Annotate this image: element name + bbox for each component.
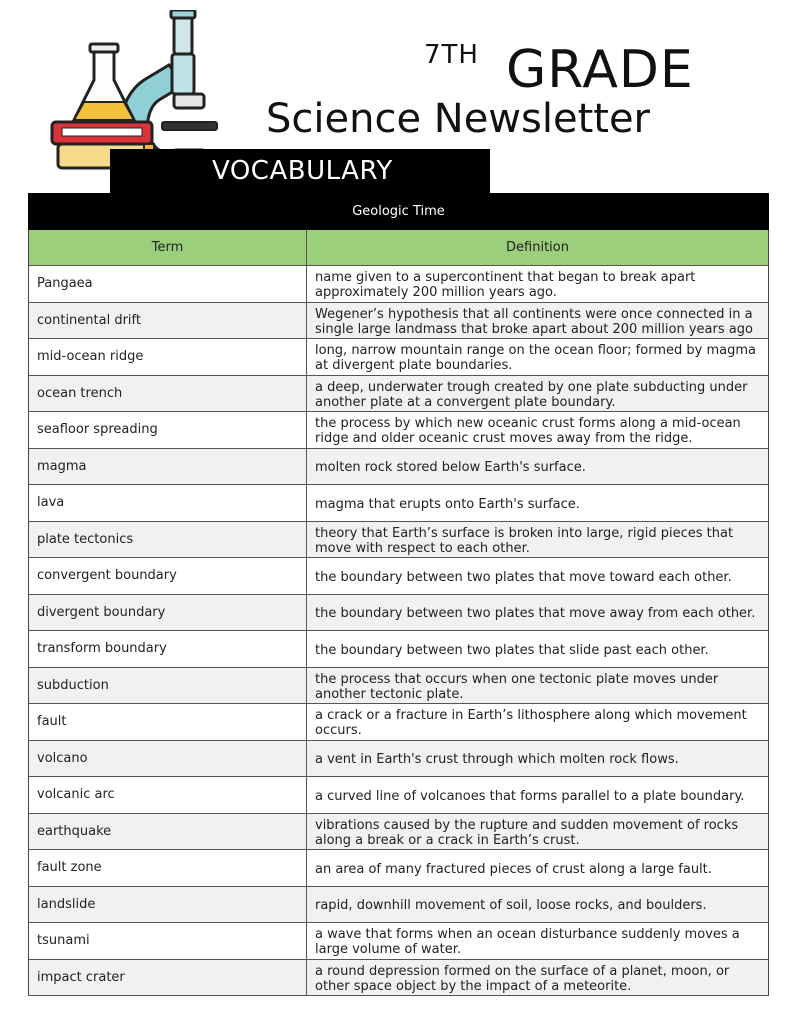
definition-cell <box>307 266 768 302</box>
definition-cell <box>307 887 768 923</box>
definition-cell <box>307 303 768 339</box>
table-row <box>28 412 769 449</box>
definition-cell <box>307 960 768 996</box>
term-cell: magma <box>29 449 307 485</box>
term-cell: convergent boundary <box>29 558 307 594</box>
table-row <box>28 777 769 814</box>
grade-word: GRADE <box>506 40 694 100</box>
definition-text: a vent in Earth's crust through which molten rock flows. <box>315 752 679 768</box>
table-row <box>28 449 769 486</box>
term-cell: divergent boundary <box>29 595 307 631</box>
table-row <box>28 339 769 376</box>
definition-text: a deep, underwater trough created by one plate subducting under another plate at a convergent plate boundary. <box>315 379 748 410</box>
definition-cell <box>307 376 768 412</box>
definition-text: molten rock stored below Earth's surface. <box>315 460 586 476</box>
table-row <box>28 631 769 668</box>
definition-text: long, narrow mountain range on the ocean floor; formed by magma at divergent plate boundaries. <box>315 343 756 374</box>
definition-text: the boundary between two plates that move away from each other. <box>315 606 756 622</box>
definition-text: vibrations caused by the rupture and sudden movement of rocks along a break or a crack in Earth’s crust. <box>315 817 739 848</box>
term-cell: transform boundary <box>29 631 307 667</box>
table-row <box>28 376 769 413</box>
term-cell: ocean trench <box>29 376 307 412</box>
table-row <box>28 960 769 997</box>
term-cell: tsunami <box>29 923 307 959</box>
definition-cell <box>307 522 768 558</box>
table-topic: Geologic Time <box>28 193 769 230</box>
grade-number: 7TH <box>424 40 479 70</box>
definition-text: rapid, downhill movement of soil, loose rocks, and boulders. <box>315 898 707 914</box>
table-row <box>28 887 769 924</box>
term-cell: landslide <box>29 887 307 923</box>
term-cell: plate tectonics <box>29 522 307 558</box>
definition-text: the boundary between two plates that move toward each other. <box>315 569 732 585</box>
column-header-term: Term <box>29 230 307 266</box>
term-cell: volcanic arc <box>29 777 307 813</box>
table-row <box>28 303 769 340</box>
definition-cell <box>307 485 768 521</box>
definition-text: magma that erupts onto Earth's surface. <box>315 496 580 512</box>
term-cell: seafloor spreading <box>29 412 307 448</box>
definition-cell <box>307 814 768 850</box>
term-cell: continental drift <box>29 303 307 339</box>
term-cell: mid-ocean ridge <box>29 339 307 375</box>
term-cell: subduction <box>29 668 307 704</box>
definition-cell <box>307 558 768 594</box>
definition-cell <box>307 339 768 375</box>
definition-cell <box>307 777 768 813</box>
definition-cell <box>307 631 768 667</box>
table-row <box>28 668 769 705</box>
table-row <box>28 595 769 632</box>
definition-text: a crack or a fracture in Earth’s lithosphere along which movement occurs. <box>315 708 747 739</box>
definition-text: the process that occurs when one tectonic plate moves under another tectonic plate. <box>315 671 719 702</box>
page-title: Science Newsletter <box>266 96 651 142</box>
table-row <box>28 522 769 559</box>
term-cell: lava <box>29 485 307 521</box>
term-cell: earthquake <box>29 814 307 850</box>
column-header-definition: Definition <box>307 230 768 266</box>
definition-text: a round depression formed on the surface of a planet, moon, or other space object by the impact of a meteorite. <box>315 963 730 994</box>
table-row <box>28 485 769 522</box>
table-body <box>28 266 769 996</box>
definition-cell <box>307 412 768 448</box>
term-cell: volcano <box>29 741 307 777</box>
table-row <box>28 704 769 741</box>
table-row <box>28 814 769 851</box>
definition-cell <box>307 850 768 886</box>
definition-cell <box>307 449 768 485</box>
definition-text: name given to a supercontinent that began to break apart approximately 200 million years ago. <box>315 270 696 301</box>
definition-cell <box>307 923 768 959</box>
term-cell: fault <box>29 704 307 740</box>
table-row <box>28 266 769 303</box>
definition-text: Wegener’s hypothesis that all continents were once connected in a single large landmass that broke apart about 200 million years ago <box>315 306 753 337</box>
definition-cell <box>307 704 768 740</box>
definition-text: a wave that forms when an ocean disturbance suddenly moves a large volume of water. <box>315 927 740 958</box>
definition-cell <box>307 595 768 631</box>
definition-text: the boundary between two plates that slide past each other. <box>315 642 709 658</box>
term-cell: Pangaea <box>29 266 307 302</box>
vocabulary-table <box>28 193 769 996</box>
newsletter-header <box>0 0 791 200</box>
table-row <box>28 741 769 778</box>
definition-text: theory that Earth’s surface is broken into large, rigid pieces that move with respect to each other. <box>315 525 734 556</box>
definition-text: a curved line of volcanoes that forms parallel to a plate boundary. <box>315 788 745 804</box>
definition-text: an area of many fractured pieces of crust along a large fault. <box>315 861 712 877</box>
definition-text: the process by which new oceanic crust forms along a mid-ocean ridge and older oceanic crust moves away from the ridge. <box>315 416 741 447</box>
section-label: VOCABULARY <box>212 156 393 186</box>
definition-cell <box>307 668 768 704</box>
term-cell: fault zone <box>29 850 307 886</box>
table-row <box>28 923 769 960</box>
definition-cell <box>307 741 768 777</box>
table-row <box>28 850 769 887</box>
table-row <box>28 558 769 595</box>
table-header-row <box>28 230 769 266</box>
term-cell: impact crater <box>29 960 307 996</box>
